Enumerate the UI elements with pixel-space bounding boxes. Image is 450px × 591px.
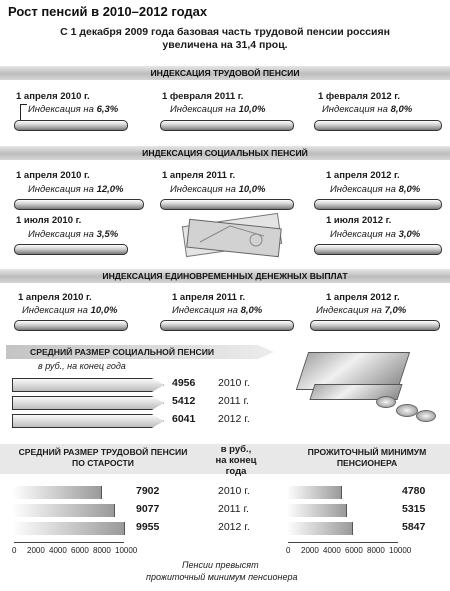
subsistence-header-line-2: ПЕНСИОНЕРА bbox=[336, 458, 398, 468]
labor-item-date: 1 апреля 2010 г. bbox=[16, 91, 90, 102]
x-tick-label: 10000 bbox=[389, 546, 412, 555]
social-item-index: Индексация на 8,0% bbox=[330, 184, 421, 195]
avg-social-year: 2011 г. bbox=[218, 395, 249, 407]
coin-image bbox=[416, 410, 436, 422]
lump-item-date: 1 апреля 2012 г. bbox=[326, 292, 400, 303]
social-item-index: Индексация на 3,0% bbox=[330, 229, 421, 240]
social-tube bbox=[14, 199, 144, 210]
subsistence-bar bbox=[288, 522, 353, 535]
labor-item-date: 1 февраля 2011 г. bbox=[162, 91, 244, 102]
avg-social-unit-note: в руб., на конец года bbox=[38, 361, 126, 371]
coin-image bbox=[376, 396, 396, 408]
footnote-line-2: прожиточный минимум пенсионера bbox=[146, 572, 298, 582]
lump-header: ИНДЕКСАЦИЯ ЕДИНОВРЕМЕННЫХ ДЕНЕЖНЫХ ВЫПЛАТ bbox=[102, 271, 348, 281]
social-item-index: Индексация на 3,5% bbox=[28, 229, 119, 240]
social-item-date: 1 июля 2012 г. bbox=[326, 215, 392, 226]
footnote-line-1: Пенсии превысят bbox=[182, 560, 259, 570]
labor-header: ИНДЕКСАЦИЯ ТРУДОВОЙ ПЕНСИИ bbox=[150, 68, 300, 78]
old-age-bar bbox=[14, 504, 115, 517]
social-item-date: 1 апреля 2011 г. bbox=[162, 170, 236, 181]
year-label: 2011 г. bbox=[218, 503, 249, 515]
lump-tube bbox=[14, 320, 128, 331]
subsistence-header bbox=[292, 447, 442, 469]
subsistence-value-label: 4780 bbox=[402, 485, 426, 497]
x-tick-label: 4000 bbox=[49, 546, 67, 555]
avg-social-year: 2010 г. bbox=[218, 377, 250, 389]
social-tube bbox=[14, 244, 128, 255]
avg-social-arrow bbox=[12, 378, 164, 392]
lump-item-index: Индексация на 10,0% bbox=[22, 305, 118, 316]
avg-social-value: 5412 bbox=[172, 395, 196, 407]
subtitle-line-2: увеличена на 31,4 проц. bbox=[162, 39, 288, 51]
avg-social-value: 6041 bbox=[172, 413, 196, 425]
social-header: ИНДЕКСАЦИЯ СОЦИАЛЬНЫХ ПЕНСИЙ bbox=[142, 148, 308, 158]
lump-item-date: 1 апреля 2010 г. bbox=[18, 292, 92, 303]
social-item-index: Индексация на 10,0% bbox=[170, 184, 266, 195]
labor-item-date: 1 февраля 2012 г. bbox=[318, 91, 400, 102]
old-age-unit-note bbox=[200, 444, 272, 477]
social-item-index: Индексация на 12,0% bbox=[28, 184, 124, 195]
labor-item-index: Индексация на 10,0% bbox=[170, 104, 266, 115]
labor-item-index: Индексация на 6,3% bbox=[28, 104, 119, 115]
avg-social-arrow bbox=[12, 396, 164, 410]
x-tick-label: 2000 bbox=[301, 546, 319, 555]
x-tick-label: 0 bbox=[286, 546, 291, 555]
social-item-date: 1 апреля 2010 г. bbox=[16, 170, 90, 181]
x-tick-label: 8000 bbox=[367, 546, 385, 555]
old-age-value-label: 7902 bbox=[136, 485, 160, 497]
bar-chart bbox=[0, 476, 450, 560]
x-axis-line bbox=[14, 542, 124, 543]
old-age-header-line-1: СРЕДНИЙ РАЗМЕР ТРУДОВОЙ ПЕНСИИ bbox=[18, 447, 188, 457]
old-age-header-line-2: ПО СТАРОСТИ bbox=[72, 458, 134, 468]
old-age-bar bbox=[14, 522, 125, 535]
subsistence-value-label: 5315 bbox=[402, 503, 426, 515]
year-label: 2012 г. bbox=[218, 521, 250, 533]
x-tick-label: 6000 bbox=[345, 546, 363, 555]
labor-tube bbox=[160, 120, 294, 131]
lump-tube bbox=[310, 320, 440, 331]
old-age-value-label: 9955 bbox=[136, 521, 160, 533]
lump-tube bbox=[160, 320, 294, 331]
x-tick-label: 0 bbox=[12, 546, 17, 555]
x-axis-line bbox=[288, 542, 398, 543]
old-age-value-label: 9077 bbox=[136, 503, 160, 515]
lump-item-index: Индексация на 8,0% bbox=[172, 305, 263, 316]
old-age-unit-line-2: на конец bbox=[215, 455, 257, 466]
lump-item-date: 1 апреля 2011 г. bbox=[172, 292, 246, 303]
coin-image bbox=[396, 404, 418, 417]
old-age-header bbox=[10, 447, 196, 469]
social-tube bbox=[314, 199, 442, 210]
old-age-unit-line-1: в руб., bbox=[220, 444, 252, 455]
subsistence-header-line-1: ПРОЖИТОЧНЫЙ МИНИМУМ bbox=[307, 447, 427, 457]
x-tick-label: 10000 bbox=[115, 546, 138, 555]
banknotes-image bbox=[180, 212, 288, 258]
old-age-unit-line-3: года bbox=[225, 466, 247, 477]
x-tick-label: 8000 bbox=[93, 546, 111, 555]
lump-item-index: Индексация на 7,0% bbox=[316, 305, 407, 316]
avg-social-year: 2012 г. bbox=[218, 413, 250, 425]
subsistence-bar bbox=[288, 504, 347, 517]
old-age-bar bbox=[14, 486, 102, 499]
labor-tube bbox=[14, 120, 128, 131]
subtitle-line-1: С 1 декабря 2009 года базовая часть трудовой пенсии россиян bbox=[60, 26, 390, 38]
year-label: 2010 г. bbox=[218, 485, 250, 497]
page-title: Рост пенсий в 2010–2012 годах bbox=[8, 4, 208, 19]
labor-tube bbox=[314, 120, 442, 131]
subtitle bbox=[20, 26, 430, 52]
avg-social-value: 4956 bbox=[172, 377, 196, 389]
avg-social-arrow bbox=[12, 414, 164, 428]
avg-social-header: СРЕДНИЙ РАЗМЕР СОЦИАЛЬНОЙ ПЕНСИИ bbox=[30, 347, 215, 357]
subsistence-bar bbox=[288, 486, 342, 499]
social-tube bbox=[314, 244, 442, 255]
social-tube bbox=[160, 199, 294, 210]
x-tick-label: 2000 bbox=[27, 546, 45, 555]
social-item-date: 1 июля 2010 г. bbox=[16, 215, 82, 226]
social-item-date: 1 апреля 2012 г. bbox=[326, 170, 400, 181]
subsistence-value-label: 5847 bbox=[402, 521, 426, 533]
labor-item-index: Индексация на 8,0% bbox=[322, 104, 413, 115]
x-tick-label: 6000 bbox=[71, 546, 89, 555]
x-tick-label: 4000 bbox=[323, 546, 341, 555]
